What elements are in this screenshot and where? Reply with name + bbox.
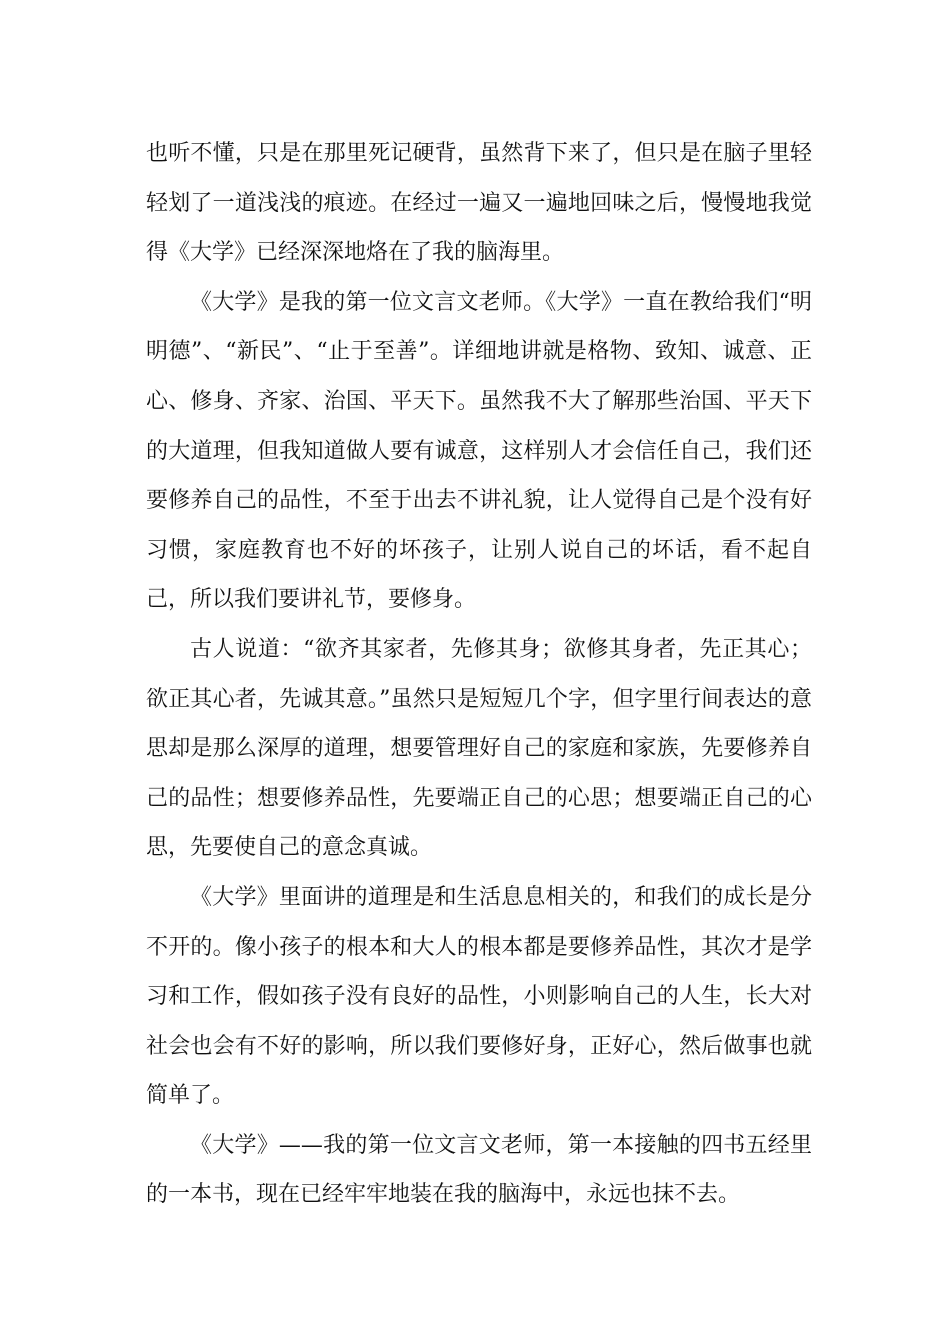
paragraph-1: 也听不懂，只是在那里死记硬背，虽然背下来了，但只是在脑子里轻轻划了一道浅浅的痕迹。在经过一遍又一遍地回味之后，慢慢地我觉得《大学》已经深深地烙在了我的脑海里。 <box>146 141 812 266</box>
paragraph-5: 《大学》——我的第一位文言文老师，第一本接触的四书五经里的一本书，现在已经牢牢地装在我的脑海中，永远也抹不去。 <box>146 1132 812 1208</box>
paragraph-4: 《大学》里面讲的道理是和生活息息相关的，和我们的成长是分不开的。像小孩子的根本和大人的根本都是要修养品性，其次才是学习和工作，假如孩子没有良好的品性，小则影响自己的人生，长大对社会也会有不好的影响，所以我们要修好身，正好心，然后做事也就简单了。 <box>146 884 812 1109</box>
paragraph-2: 《大学》是我的第一位文言文老师。《大学》一直在教给我们“明明德”、“新民”、“止于至善”。详细地讲就是格物、致知、诚意、正心、修身、齐家、治国、平天下。虽然我不大了解那些治国、平天下的大道理，但我知道做人要有诚意，这样别人才会信任自己，我们还要修养自己的品性，不至于出去不讲礼貌，让人觉得自己是个没有好习惯，家庭教育也不好的坏孩子，让别人说自己的坏话，看不起自己，所以我们要讲礼节，要修身。 <box>146 289 812 613</box>
paragraph-3: 古人说道：“欲齐其家者，先修其身；欲修其身者，先正其心；欲正其心者，先诚其意。”虽然只是短短几个字，但字里行间表达的意思却是那么深厚的道理，想要管理好自己的家庭和家族，先要修养自己的品性；想要修养品性，先要端正自己的心思；想要端正自己的心思，先要使自己的意念真诚。 <box>146 636 812 861</box>
